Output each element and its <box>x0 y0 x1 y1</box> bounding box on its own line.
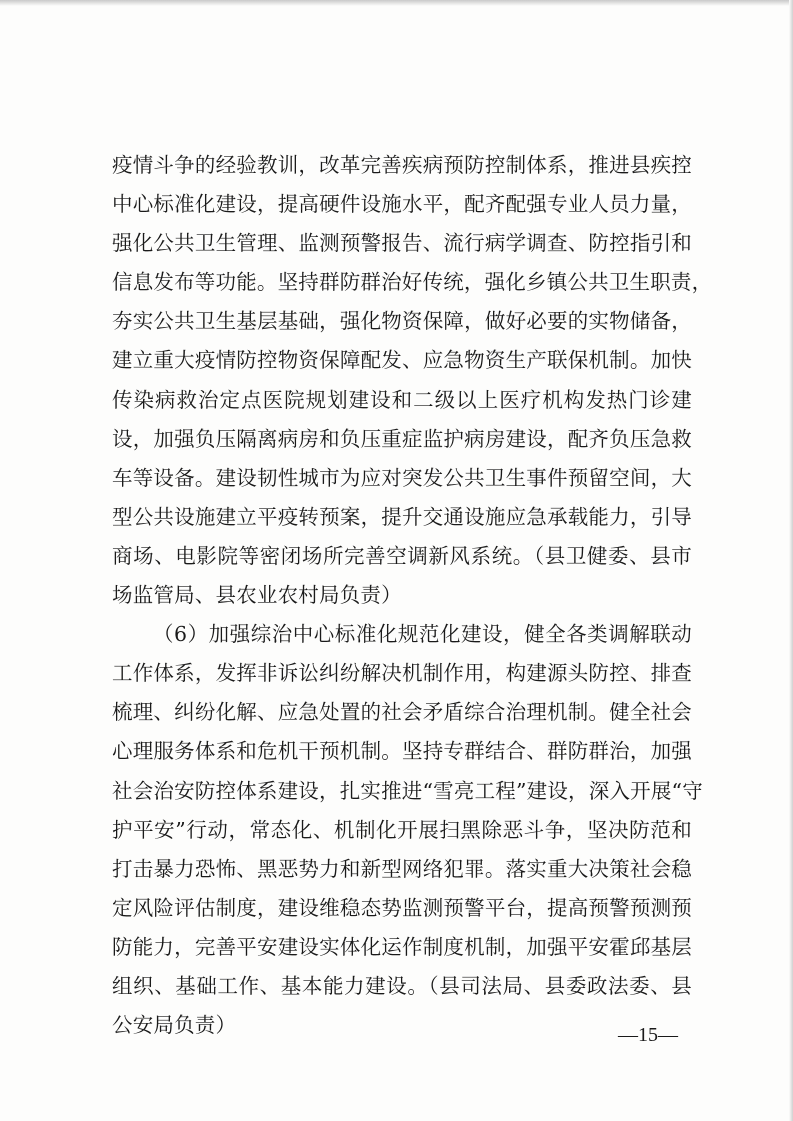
text-line: 防能力，完善平安建设实体化运作制度机制，加强平安霍邱基层 <box>112 934 692 959</box>
text-line: 传染病救治定点医院规划建设和二级以上医疗机构发热门诊建 <box>112 387 692 412</box>
text-line: 中心标准化建设，提高硬件设施水平，配齐配强专业人员力量， <box>112 192 692 217</box>
text-line: 打击暴力恐怖、黑恶势力和新型网络犯罪。落实重大决策社会稳 <box>112 856 692 881</box>
scan-edge-top <box>0 0 793 6</box>
text-line: 设，加强负压隔离病房和负压重症监护病房建设，配齐负压急救 <box>112 426 692 451</box>
text-line: 强化公共卫生管理、监测预警报告、流行病学调查、防控指引和 <box>112 231 692 256</box>
text-line: 场监管局、县农业农村局负责） <box>112 583 402 608</box>
text-line: 梳理、纠纷化解、应急处置的社会矛盾综合治理机制。健全社会 <box>112 700 692 725</box>
text-line: 护平安”行动，常态化、机制化开展扫黑除恶斗争，坚决防范和 <box>112 817 692 842</box>
text-line: 公安局负责） <box>112 1013 237 1038</box>
text-line: 商场、电影院等密闭场所完善空调新风系统。（县卫健委、县市 <box>112 543 692 568</box>
text-line: 工作体系，发挥非诉讼纠纷解决机制作用，构建源头防控、排查 <box>112 661 692 686</box>
text-line: 信息发布等功能。坚持群防群治好传统，强化乡镇公共卫生职责， <box>112 270 713 295</box>
text-line: 心理服务体系和危机干预机制。坚持专群结合、群防群治，加强 <box>112 739 692 764</box>
text-line: 夯实公共卫生基层基础，强化物资保障，做好必要的实物储备， <box>112 309 692 334</box>
paragraph-start-line: （6）加强综治中心标准化规范化建设，健全各类调解联动 <box>153 622 692 647</box>
text-line: 定风险评估制度，建设维稳态势监测预警平台，提高预警预测预 <box>112 895 692 920</box>
text-line: 车等设备。建设韧性城市为应对突发公共卫生事件预留空间，大 <box>112 465 692 490</box>
text-line: 型公共设施建立平疫转预案，提升交通设施应急承载能力，引导 <box>112 504 692 529</box>
text-line: 组织、基础工作、基本能力建设。（县司法局、县委政法委、县 <box>112 973 692 998</box>
body-text <box>112 146 713 1045</box>
text-line: 社会治安防控体系建设，扎实推进“雪亮工程”建设，深入开展“守 <box>112 778 703 803</box>
scan-edge-right <box>789 0 793 1121</box>
text-line: 建立重大疫情防控物资保障配发、应急物资生产联保机制。加快 <box>112 348 692 373</box>
page-number: —15— <box>618 1024 678 1046</box>
text-line: 疫情斗争的经验教训，改革完善疾病预防控制体系，推进县疾控 <box>112 153 692 177</box>
